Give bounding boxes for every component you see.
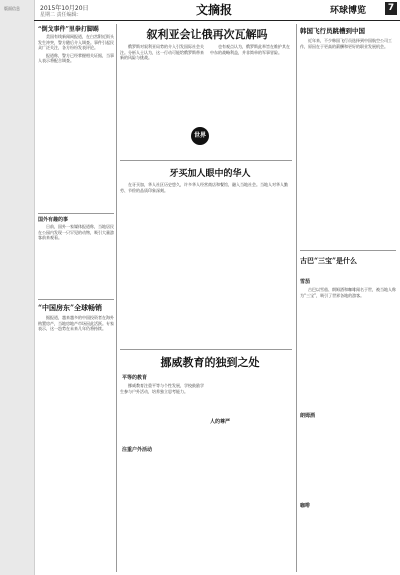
right-article2-title: 古巴“三宝”是什么 — [300, 256, 358, 265]
left-article3-title: “中国房东”全球畅销 — [38, 303, 103, 312]
issue-date: 2015年10月20日 — [40, 5, 89, 12]
left-divider-2 — [38, 299, 114, 300]
column-divider-right — [296, 24, 297, 572]
masthead: 文摘报 — [196, 3, 233, 17]
right-article2-paragraph: 古巴以雪茄、朗姆酒和咖啡闻名于世，被当地人称为“三宝”，吸引了世界各地的游客。 — [300, 287, 396, 298]
left-article3-paragraph: 据报道，越来越多的中国投资者在海外购置房产，当地房地产市场因此活跃。专家表示，这一趋势在未来几年仍将持续。 — [38, 315, 114, 331]
right-article2-subhead-3: 咖啡 — [300, 503, 311, 509]
column-divider-left — [116, 24, 117, 572]
right-article1-paragraph: 近年来，不少韩国飞行员选择到中国航空公司工作，原因在于更高的薪酬和更好的职业发展机会。 — [300, 38, 392, 49]
left-article2-paragraph: 日前，国外一家媒体报道称，当地居民在公园内发现一只罕见的动物，吸引大量游客前来观看。 — [38, 224, 114, 240]
center-top-paragraph-left: 俄罗斯对叙利亚局势的介入引发国际社会关注。分析人士认为，这一行动可能给俄罗斯带来新的风险与挑战。 — [120, 44, 204, 60]
center-bottom-kicker-2: 注重户外活动 — [122, 447, 153, 453]
newspaper-page — [34, 0, 400, 575]
center-mid-paragraph: 在牙买加，华人社区历史悠久，许多华人经营商店和餐馆，融入当地社会。当地人对华人勤劳、节俭的品质印象深刻。 — [120, 182, 288, 193]
center-bottom-body-left — [120, 383, 204, 443]
left-article1-body — [38, 34, 114, 204]
section-ornament: 世界 — [191, 127, 209, 145]
right-article2-subhead-1: 雪茄 — [300, 279, 311, 285]
center-bottom-title: 挪威教育的独到之处 — [160, 356, 260, 369]
center-divider-2 — [120, 349, 292, 350]
right-article1-body — [300, 38, 396, 243]
right-article1-title: 韩国飞行员跳槽到中国 — [300, 27, 365, 35]
issue-subline: 星期二 责任编辑： — [40, 12, 82, 18]
center-bottom-kicker-1: 平等的教育 — [122, 375, 148, 381]
section-title: 环球博览 — [330, 6, 367, 16]
center-mid-body — [120, 182, 292, 344]
center-bottom-kicker-3: 人的尊严 — [210, 419, 231, 425]
right-divider — [300, 250, 396, 251]
page-header — [34, 0, 400, 21]
right-article2-body — [300, 287, 396, 407]
left-article1-paragraph2: 报道称，警方已经掌握相关证据，当事人表示将配合调查。 — [38, 52, 114, 63]
left-article3-body — [38, 315, 114, 570]
left-article2-kicker: 国外有趣的事 — [38, 217, 69, 223]
center-top-body-right — [210, 44, 292, 156]
center-bottom-paragraph-left: 挪威教育注重平等与个性发展，学校鼓励学生参与户外活动，培养独立思考能力。 — [120, 383, 204, 394]
left-article1-paragraph1: 美国有线新闻网报道，在白宫附近街头发生冲突，警方随后介入调查。事件引起民众广泛关注，各方纷纷发表评论。 — [38, 34, 114, 50]
center-top-title: 叙利亚会让俄再次瓦解吗 — [146, 28, 268, 41]
left-article2-body — [38, 224, 114, 294]
left-margin-strip — [0, 0, 35, 575]
left-divider-1 — [38, 213, 114, 214]
center-mid-title: 牙买加人眼中的华人 — [169, 169, 251, 179]
left-article1-title: “倒戈事件”里拳打脚踢 — [38, 26, 99, 33]
center-top-paragraph-right: 也有观点认为，俄罗斯此举旨在维护其在中东的战略利益，并非简单的军事冒险。 — [210, 44, 290, 55]
right-article2-subhead-2: 朗姆酒 — [300, 413, 316, 419]
page-number: 7 — [385, 2, 397, 15]
center-divider-1 — [120, 160, 292, 161]
left-margin-text: 版面信息 — [4, 6, 20, 11]
